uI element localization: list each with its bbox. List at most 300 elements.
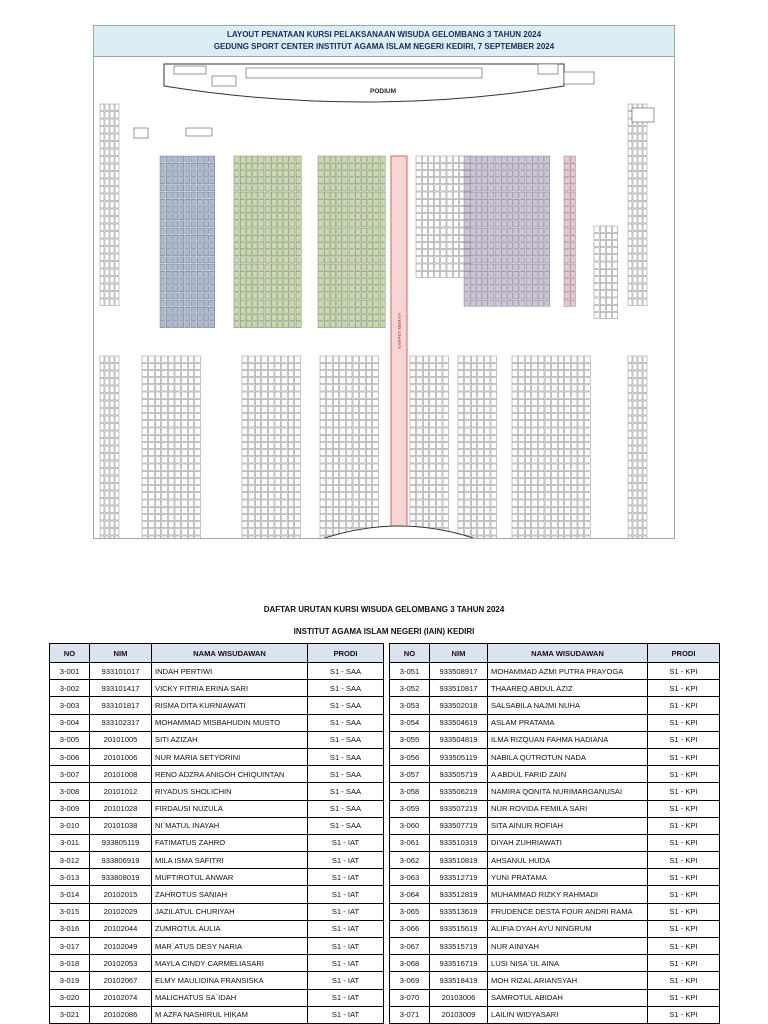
- seat: [628, 454, 632, 461]
- seat: [246, 185, 251, 191]
- seat: [519, 414, 525, 420]
- seat: [105, 514, 109, 521]
- seat: [360, 428, 366, 434]
- seat: [166, 322, 171, 328]
- seat: [166, 228, 171, 234]
- cell-nama: DIYAH ZUHRIAWATI: [488, 834, 648, 851]
- seat: [495, 286, 500, 292]
- seat: [366, 507, 372, 513]
- seat: [512, 486, 518, 492]
- cell-no: 3-006: [50, 748, 90, 765]
- seat: [489, 242, 494, 248]
- seat: [295, 486, 301, 492]
- seat: [162, 392, 168, 398]
- seat: [255, 457, 261, 463]
- seat: [447, 163, 452, 169]
- seat: [416, 170, 421, 176]
- seat: [483, 206, 488, 212]
- seat: [149, 414, 155, 420]
- seat: [282, 464, 288, 470]
- seat: [290, 242, 295, 248]
- seat: [142, 406, 148, 412]
- seat: [464, 192, 469, 198]
- seat: [268, 392, 274, 398]
- seat: [288, 370, 294, 376]
- seat: [423, 385, 429, 391]
- seat: [253, 307, 258, 313]
- seat: [175, 478, 181, 484]
- seat: [355, 185, 360, 191]
- seat: [470, 199, 475, 205]
- cell-prodi: S1 - KPI: [648, 869, 720, 886]
- seat: [585, 399, 591, 405]
- seat: [262, 522, 268, 528]
- seat: [318, 178, 323, 184]
- seat: [512, 442, 518, 448]
- seat: [340, 392, 346, 398]
- seat: [105, 476, 109, 483]
- seat: [526, 163, 531, 169]
- cell-nim: 933512819: [430, 886, 488, 903]
- seat: [295, 399, 301, 405]
- seat: [430, 370, 436, 376]
- seat: [268, 370, 274, 376]
- seat: [175, 486, 181, 492]
- seat: [340, 428, 346, 434]
- seat: [430, 471, 436, 477]
- seat: [179, 250, 184, 256]
- seat: [333, 442, 339, 448]
- graduate-table-left: [49, 643, 384, 1024]
- seat: [340, 450, 346, 456]
- cell-prodi: S1 - KPI: [648, 920, 720, 937]
- seat: [380, 206, 385, 212]
- cell-no: 3-009: [50, 800, 90, 817]
- seat: [436, 406, 442, 412]
- seat: [330, 214, 335, 220]
- seat: [253, 228, 258, 234]
- seat: [255, 536, 261, 538]
- seat: [373, 392, 379, 398]
- seat: [428, 264, 433, 270]
- seat: [110, 247, 114, 254]
- seat: [265, 257, 270, 263]
- seat: [585, 406, 591, 412]
- seat: [495, 221, 500, 227]
- seat: [423, 392, 429, 398]
- table-row: [50, 852, 384, 869]
- seat: [483, 257, 488, 263]
- seat: [277, 300, 282, 306]
- seat: [327, 406, 333, 412]
- seat: [571, 500, 577, 506]
- cell-nim: 933513619: [430, 903, 488, 920]
- seat: [191, 293, 196, 299]
- seat: [483, 170, 488, 176]
- seat: [282, 370, 288, 376]
- seat: [275, 399, 281, 405]
- seat: [259, 257, 264, 263]
- seat: [532, 264, 537, 270]
- seat: [643, 299, 647, 306]
- seat: [295, 442, 301, 448]
- seat: [110, 292, 114, 299]
- seat: [340, 464, 346, 470]
- seat: [633, 379, 637, 386]
- seat: [594, 305, 599, 311]
- seat: [435, 264, 440, 270]
- seat: [538, 428, 544, 434]
- seat: [470, 214, 475, 220]
- seat: [643, 409, 647, 416]
- seat: [191, 286, 196, 292]
- seat: [532, 257, 537, 263]
- stage-box-right2: [564, 72, 594, 84]
- seat: [368, 257, 373, 263]
- seat: [242, 442, 248, 448]
- seat: [565, 464, 571, 470]
- seat: [613, 291, 618, 297]
- seat: [441, 192, 446, 198]
- seat: [324, 264, 329, 270]
- cell-no: 3-017: [50, 938, 90, 955]
- seat: [110, 224, 114, 231]
- seat: [166, 178, 171, 184]
- seat: [185, 163, 190, 169]
- seat: [268, 514, 274, 520]
- seat: [520, 250, 525, 256]
- seat: [464, 170, 469, 176]
- block-green-2: [318, 156, 385, 328]
- seat: [374, 300, 379, 306]
- seat: [195, 450, 201, 456]
- seat: [410, 442, 416, 448]
- seat: [570, 199, 575, 205]
- seat: [195, 457, 201, 463]
- cell-prodi: S1 - KPI: [648, 903, 720, 920]
- seat: [416, 185, 421, 191]
- seat: [240, 221, 245, 227]
- seat: [564, 271, 569, 277]
- cell-no: 3-068: [390, 955, 430, 972]
- seat: [268, 414, 274, 420]
- seat: [253, 163, 258, 169]
- seat: [552, 450, 558, 456]
- seat: [373, 450, 379, 456]
- seat: [110, 401, 114, 408]
- seat: [337, 278, 342, 284]
- seat: [142, 464, 148, 470]
- seat: [197, 264, 202, 270]
- seat: [520, 286, 525, 292]
- seat: [172, 163, 177, 169]
- seat: [525, 428, 531, 434]
- seat: [423, 370, 429, 376]
- seat: [282, 507, 288, 513]
- seat: [166, 257, 171, 263]
- cell-no: 3-063: [390, 869, 430, 886]
- cell-prodi: S1 - KPI: [648, 697, 720, 714]
- seat: [453, 221, 458, 227]
- seat: [160, 242, 165, 248]
- seat: [234, 170, 239, 176]
- seat: [115, 401, 119, 408]
- seat: [115, 371, 119, 378]
- seat: [337, 235, 342, 241]
- seat: [259, 228, 264, 234]
- seat: [526, 156, 531, 162]
- seat: [105, 529, 109, 536]
- seat: [538, 514, 544, 520]
- seat: [166, 235, 171, 241]
- seat: [361, 300, 366, 306]
- seat: [638, 431, 642, 438]
- seat: [578, 450, 584, 456]
- seat: [168, 500, 174, 506]
- header-nim: NIM: [90, 644, 152, 663]
- seat: [628, 142, 632, 149]
- seat: [240, 235, 245, 241]
- seat: [337, 242, 342, 248]
- seat: [532, 385, 538, 391]
- seat: [349, 322, 354, 328]
- seat: [255, 500, 261, 506]
- seat: [246, 199, 251, 205]
- seat: [361, 264, 366, 270]
- seat: [253, 286, 258, 292]
- seat: [633, 439, 637, 446]
- seat: [172, 278, 177, 284]
- seat: [162, 363, 168, 369]
- seat: [552, 478, 558, 484]
- seat: [633, 536, 637, 538]
- seat: [416, 264, 421, 270]
- seat: [628, 424, 632, 431]
- seat: [262, 478, 268, 484]
- seat: [476, 250, 481, 256]
- seat: [633, 484, 637, 491]
- seat: [491, 507, 497, 513]
- seat: [628, 284, 632, 291]
- header-no: NO: [390, 644, 430, 663]
- seat: [188, 378, 194, 384]
- seat: [628, 299, 632, 306]
- seat: [360, 478, 366, 484]
- seat: [327, 385, 333, 391]
- seat: [435, 242, 440, 248]
- seat: [532, 214, 537, 220]
- seat: [532, 356, 538, 362]
- seat: [594, 312, 599, 318]
- seat: [538, 163, 543, 169]
- seat: [203, 185, 208, 191]
- seat: [240, 257, 245, 263]
- seat: [284, 192, 289, 198]
- table-row: [390, 766, 720, 783]
- seat: [290, 314, 295, 320]
- seat: [628, 172, 632, 179]
- seat: [185, 314, 190, 320]
- seat: [195, 471, 201, 477]
- seat: [628, 209, 632, 216]
- seat: [100, 521, 104, 528]
- seat: [353, 442, 359, 448]
- seat: [188, 435, 194, 441]
- seat: [115, 484, 119, 491]
- seat: [633, 371, 637, 378]
- seat: [471, 442, 477, 448]
- seat: [471, 421, 477, 427]
- seat: [188, 363, 194, 369]
- cell-nim: 933515619: [430, 920, 488, 937]
- seat: [489, 257, 494, 263]
- seat: [284, 228, 289, 234]
- seat: [166, 170, 171, 176]
- seat: [428, 214, 433, 220]
- seat: [471, 406, 477, 412]
- seat: [436, 457, 442, 463]
- cell-prodi: S1 - SAA: [308, 663, 384, 680]
- seat: [514, 163, 519, 169]
- seat: [360, 370, 366, 376]
- seat: [374, 293, 379, 299]
- seat: [288, 522, 294, 528]
- seat: [340, 500, 346, 506]
- seat: [520, 192, 525, 198]
- seat: [558, 370, 564, 376]
- seat: [268, 478, 274, 484]
- seat: [512, 493, 518, 499]
- seat: [471, 385, 477, 391]
- seat: [353, 478, 359, 484]
- seat: [507, 300, 512, 306]
- seat: [100, 187, 104, 194]
- cell-no: 3-060: [390, 817, 430, 834]
- seat: [203, 199, 208, 205]
- seat: [349, 264, 354, 270]
- seat: [483, 221, 488, 227]
- seat: [570, 242, 575, 248]
- seat: [368, 185, 373, 191]
- seat: [320, 529, 326, 535]
- seat: [464, 156, 469, 162]
- seat: [271, 192, 276, 198]
- seat: [374, 156, 379, 162]
- seat: [168, 486, 174, 492]
- seat: [470, 235, 475, 241]
- seat: [643, 446, 647, 453]
- seat: [520, 163, 525, 169]
- seat: [633, 476, 637, 483]
- seat: [638, 514, 642, 521]
- seat: [501, 300, 506, 306]
- seat: [366, 486, 372, 492]
- seat: [478, 421, 484, 427]
- seat: [195, 435, 201, 441]
- seat: [182, 421, 188, 427]
- seat: [538, 242, 543, 248]
- seat: [483, 250, 488, 256]
- seat: [195, 507, 201, 513]
- seat: [100, 386, 104, 393]
- seat: [185, 206, 190, 212]
- seat: [410, 392, 416, 398]
- seat: [564, 199, 569, 205]
- seat: [380, 271, 385, 277]
- cell-nama: RENO ADZRA ANIGOH CHIQUINTAN: [152, 766, 308, 783]
- seat: [514, 242, 519, 248]
- seat: [643, 134, 647, 141]
- seat: [142, 486, 148, 492]
- seat: [564, 228, 569, 234]
- seat: [501, 163, 506, 169]
- seat: [366, 428, 372, 434]
- seat: [464, 271, 469, 277]
- seat: [361, 199, 366, 205]
- seat: [435, 235, 440, 241]
- seat: [353, 406, 359, 412]
- cell-prodi: S1 - KPI: [648, 680, 720, 697]
- seat: [320, 450, 326, 456]
- seat: [366, 406, 372, 412]
- seat: [346, 385, 352, 391]
- seat: [333, 493, 339, 499]
- seat: [246, 322, 251, 328]
- seat: [519, 522, 525, 528]
- table-row: [50, 989, 384, 1006]
- seat: [565, 428, 571, 434]
- seat: [417, 507, 423, 513]
- seat: [203, 278, 208, 284]
- seat: [360, 385, 366, 391]
- seat: [100, 299, 104, 306]
- seat: [105, 416, 109, 423]
- seat: [545, 399, 551, 405]
- seat: [520, 228, 525, 234]
- seat: [255, 363, 261, 369]
- seat: [373, 457, 379, 463]
- seat: [483, 264, 488, 270]
- seat: [166, 307, 171, 313]
- seat: [115, 439, 119, 446]
- seat: [327, 478, 333, 484]
- seat: [417, 421, 423, 427]
- seat: [110, 187, 114, 194]
- seat: [296, 242, 301, 248]
- seat: [268, 536, 274, 538]
- table-row: [50, 834, 384, 851]
- seat: [447, 242, 452, 248]
- seat: [110, 194, 114, 201]
- seat: [360, 486, 366, 492]
- seat: [526, 221, 531, 227]
- seat: [234, 199, 239, 205]
- seat: [458, 471, 464, 477]
- seat: [337, 185, 342, 191]
- cell-no: 3-015: [50, 903, 90, 920]
- seat: [320, 356, 326, 362]
- cell-nim: 933510319: [430, 834, 488, 851]
- seat: [242, 478, 248, 484]
- seat: [105, 394, 109, 401]
- seat: [172, 170, 177, 176]
- seat: [353, 378, 359, 384]
- seat: [318, 199, 323, 205]
- seat: [368, 156, 373, 162]
- seat: [484, 471, 490, 477]
- seat: [366, 478, 372, 484]
- seat: [366, 392, 372, 398]
